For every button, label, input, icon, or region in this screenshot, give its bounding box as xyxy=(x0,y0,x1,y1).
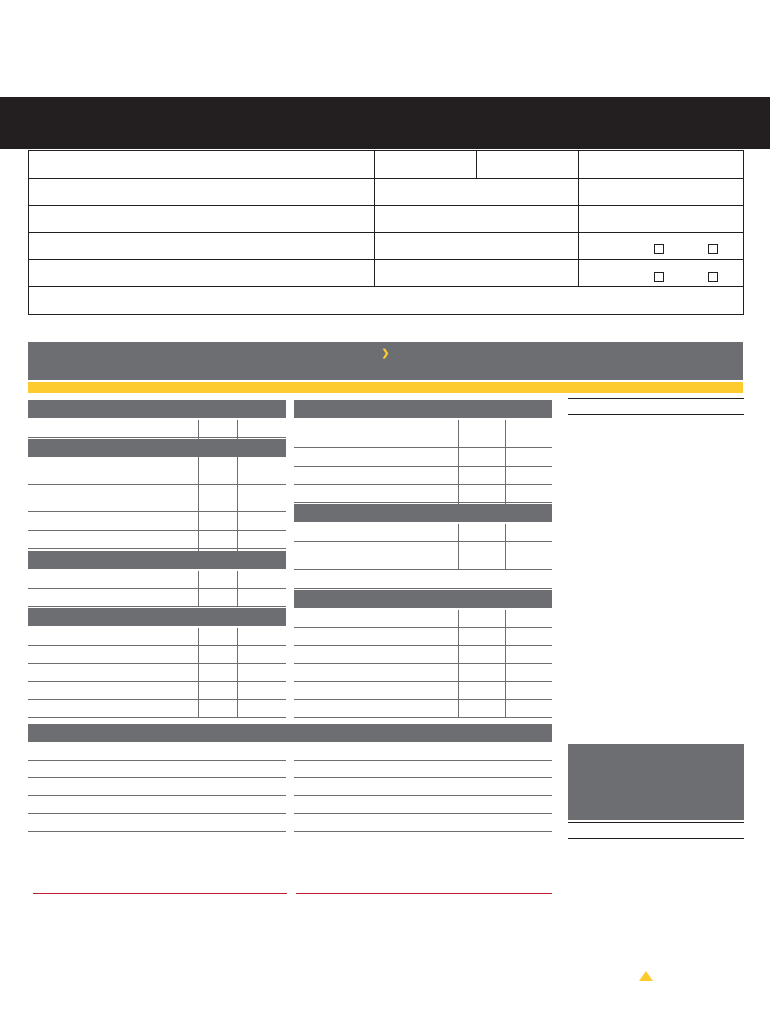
item-row-ac-cable xyxy=(294,682,552,700)
item-row-speaker xyxy=(28,513,286,531)
psav-logo-accent xyxy=(639,971,653,981)
item-row-monitor-24 xyxy=(294,420,552,448)
video-data-header xyxy=(28,400,286,418)
item-row-tripod xyxy=(28,571,286,589)
pickup-am-checkbox[interactable] xyxy=(654,272,664,282)
chevron-right-icon: ❯ xyxy=(381,348,390,359)
title-banner xyxy=(0,97,770,149)
item-row-wireless-internet xyxy=(294,543,552,570)
item-row-wireless-mic xyxy=(28,486,286,512)
item-row-power-20 xyxy=(294,610,552,628)
audio-header xyxy=(28,439,286,457)
date-line[interactable] xyxy=(296,893,552,894)
item-row-lcd xyxy=(28,420,286,438)
custom-row[interactable] xyxy=(28,664,286,682)
internet-header xyxy=(294,504,552,522)
item-row-monitor-32 xyxy=(294,449,552,467)
item-row-power-strip xyxy=(294,700,552,718)
item-row-bandwidth xyxy=(294,571,552,589)
custom-row[interactable] xyxy=(28,682,286,700)
item-row-power-60 xyxy=(294,646,552,664)
westin-logo xyxy=(420,26,605,34)
pickup-pm-checkbox[interactable] xyxy=(708,272,718,282)
item-row-mixer xyxy=(28,531,286,549)
item-row-power-30 xyxy=(294,628,552,646)
item-row-wired-mic xyxy=(28,459,286,485)
monitors-header xyxy=(294,400,552,418)
power-header xyxy=(294,590,552,608)
labor-notice-box xyxy=(568,744,744,820)
custom-row[interactable] xyxy=(28,628,286,646)
yellow-divider xyxy=(28,382,743,393)
psav-logo xyxy=(577,963,682,1003)
accessories-header xyxy=(28,551,286,569)
special-request-band xyxy=(28,342,743,380)
signature-line[interactable] xyxy=(33,893,287,894)
item-row-monitor-46 xyxy=(294,467,552,485)
custom-row[interactable] xyxy=(28,700,286,718)
item-row-wired-internet xyxy=(294,524,552,542)
item-row-cart xyxy=(28,589,286,607)
custom-row[interactable] xyxy=(28,646,286,664)
delivery-am-checkbox[interactable] xyxy=(654,244,664,254)
delivery-pm-checkbox[interactable] xyxy=(708,244,718,254)
item-row-power-100 xyxy=(294,664,552,682)
special-requests-header xyxy=(28,724,552,742)
custom-items-header xyxy=(28,608,286,626)
item-row-monitor-55 xyxy=(294,485,552,503)
